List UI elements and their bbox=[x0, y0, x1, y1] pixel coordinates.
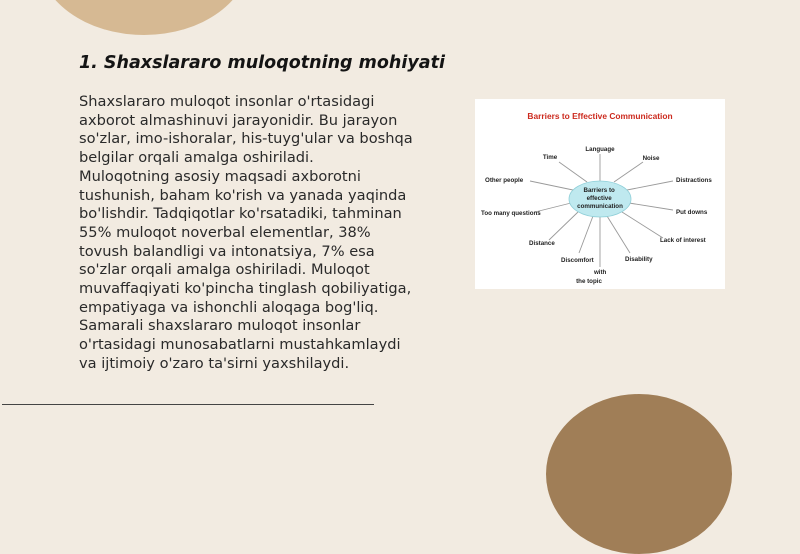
body-line: o'rtasidagi munosabatlarni mustahkamlaydi bbox=[79, 336, 401, 354]
label-put-downs: Put downs bbox=[676, 209, 708, 216]
barriers-diagram-svg bbox=[475, 99, 725, 289]
label-distractions: Distractions bbox=[676, 177, 712, 184]
spoke bbox=[549, 212, 578, 240]
center-line: Barriers to bbox=[583, 187, 615, 194]
slide-title: 1. Shaxslararo muloqotning mohiyati bbox=[79, 53, 445, 73]
body-line: so'zlar, imo-ishoralar, his-tuyg'ular va boshqa bbox=[79, 130, 413, 148]
divider-line bbox=[2, 404, 374, 405]
label-noise: Noise bbox=[642, 155, 660, 162]
label-too-many-questions: Too many questions bbox=[481, 210, 541, 217]
body-line: so'zlar orqali amalga oshiriladi. Muloqot bbox=[79, 261, 370, 279]
body-line: empatiyaga va ishonchli aloqaga bog'liq. bbox=[79, 298, 379, 316]
body-line: muvaffaqiyati ko'pincha tinglash qobiliyatiga, bbox=[79, 280, 412, 298]
spoke bbox=[622, 212, 663, 238]
body-line: 55% muloqot noverbal elementlar, 38% bbox=[79, 223, 371, 241]
label-disability: Disability bbox=[625, 256, 653, 263]
body-line: Shaxslararo muloqot insonlar o'rtasidagi bbox=[79, 93, 375, 110]
label-language: Language bbox=[585, 146, 615, 153]
barriers-diagram bbox=[475, 99, 725, 289]
spoke bbox=[629, 203, 673, 210]
decorative-circle-bottom bbox=[546, 394, 732, 554]
body-line: Samarali shaxslararo muloqot insonlar bbox=[79, 317, 361, 335]
spoke bbox=[614, 162, 643, 182]
body-line: Muloqotning asosiy maqsadi axborotni bbox=[79, 167, 361, 185]
body-line: tovush balandligi va intonatsiya, 7% esa bbox=[79, 242, 375, 260]
decorative-circle-top bbox=[38, 0, 250, 35]
spoke bbox=[627, 181, 673, 190]
label-with-topic bbox=[576, 269, 608, 285]
center-line: communication bbox=[577, 203, 623, 210]
body-line: axborot almashinuvi jarayonidir. Bu jarayon bbox=[79, 111, 398, 129]
label-lack-of-interest: Lack of interest bbox=[660, 237, 706, 244]
label-with-topic-line: the topic bbox=[576, 278, 602, 285]
center-line: effective bbox=[586, 195, 612, 202]
body-line: va ijtimoiy o'zaro ta'sirni yaxshilaydi. bbox=[79, 354, 350, 372]
body-line: bo'lishdir. Tadqiqotlar ko'rsatadiki, tahminan bbox=[79, 205, 402, 223]
spoke bbox=[579, 216, 593, 253]
spoke bbox=[559, 162, 587, 182]
label-discomfort: Discomfort bbox=[561, 257, 594, 264]
spoke bbox=[607, 216, 630, 253]
label-with-topic-line: with bbox=[593, 269, 607, 276]
label-time: Time bbox=[542, 154, 558, 161]
label-distance: Distance bbox=[529, 240, 555, 247]
spoke bbox=[530, 181, 573, 190]
body-paragraph bbox=[79, 93, 424, 374]
label-other-people: Other people bbox=[485, 177, 524, 184]
body-line: tushunish, baham ko'rish va yanada yaqinda bbox=[79, 186, 407, 204]
body-line: belgilar orqali amalga oshiriladi. bbox=[79, 149, 314, 167]
diagram-title: Barriers to Effective Communication bbox=[527, 111, 673, 121]
